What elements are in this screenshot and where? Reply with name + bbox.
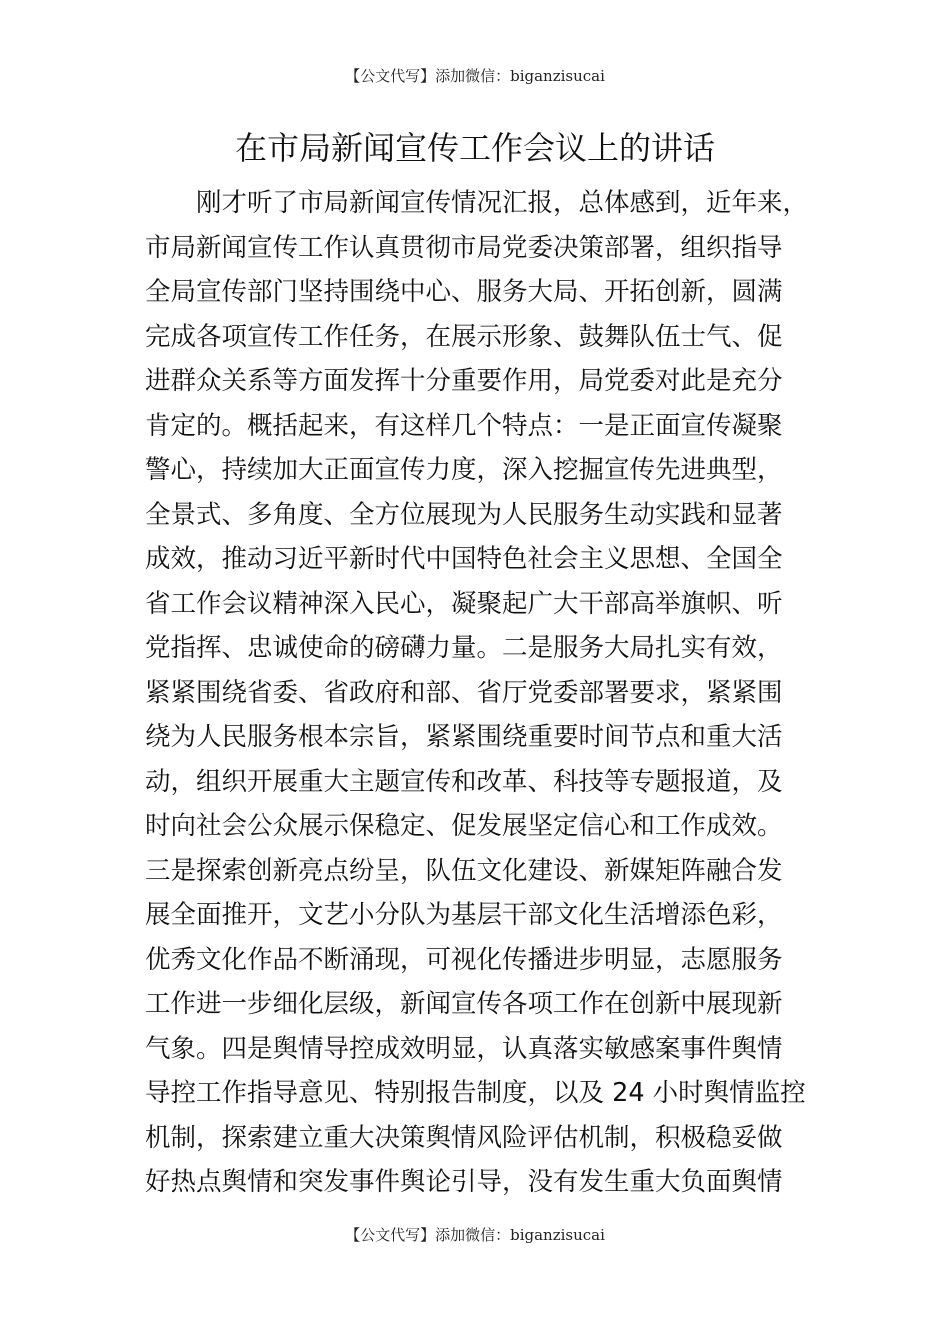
body-line: 警心，持续加大正面宣传力度，深入挖掘宣传先进典型，	[145, 455, 783, 485]
footer-note: 【公文代写】添加微信：biganzisucai	[345, 1226, 605, 1244]
body-line: 导控工作指导意见、特别报告制度，以及 24 小时舆情监控	[145, 1078, 806, 1108]
body-line: 党指挥、忠诚使命的磅礴力量。二是服务大局扎实有效，	[145, 633, 783, 663]
document-body	[145, 181, 835, 1205]
body-line: 进群众关系等方面发挥十分重要作用，局党委对此是充分	[145, 366, 783, 396]
body-line: 全局宣传部门坚持围绕中心、服务大局、开拓创新，圆满	[145, 277, 783, 307]
body-line: 绕为人民服务根本宗旨，紧紧围绕重要时间节点和重大活	[145, 722, 783, 752]
body-line: 成效，推动习近平新时代中国特色社会主义思想、全国全	[145, 544, 783, 574]
body-line: 刚才听了市局新闻宣传情况汇报，总体感到，近年来，	[196, 188, 809, 218]
header-note: 【公文代写】添加微信：biganzisucai	[345, 67, 605, 85]
body-line: 紧紧围绕省委、省政府和部、省厅党委部署要求，紧紧围	[145, 677, 783, 708]
body-line: 动，组织开展重大主题宣传和改革、科技等专题报道，及	[145, 766, 783, 797]
body-line: 三是探索创新亮点纷呈，队伍文化建设、新媒矩阵融合发	[145, 855, 783, 886]
body-line: 全景式、多角度、全方位展现为人民服务生动实践和显著	[145, 499, 783, 530]
body-line: 好热点舆情和突发事件舆论引导，没有发生重大负面舆情	[145, 1167, 783, 1197]
body-line: 优秀文化作品不断涌现，可视化传播进步明显，志愿服务	[145, 944, 783, 975]
document-title: 在市局新闻宣传工作会议上的讲话	[234, 129, 715, 167]
body-line: 工作进一步细化层级，新闻宣传各项工作在创新中展现新	[145, 989, 783, 1019]
body-line: 市局新闻宣传工作认真贯彻市局党委决策部署，组织指导	[145, 232, 783, 263]
body-line: 省工作会议精神深入民心，凝聚起广大干部高举旗帜、听	[145, 588, 783, 619]
body-line: 展全面推开，文艺小分队为基层干部文化生活增添色彩，	[145, 900, 783, 930]
body-line: 气象。四是舆情导控成效明显，认真落实敏感案事件舆情	[145, 1033, 783, 1064]
body-line: 机制，探索建立重大决策舆情风险评估机制，积极稳妥做	[145, 1122, 783, 1153]
body-line: 完成各项宣传工作任务，在展示形象、鼓舞队伍士气、促	[145, 321, 783, 352]
body-line: 时向社会公众展示保稳定、促发展坚定信心和工作成效。	[145, 811, 783, 841]
body-line: 肯定的。概括起来，有这样几个特点：一是正面宣传凝聚	[145, 410, 783, 441]
